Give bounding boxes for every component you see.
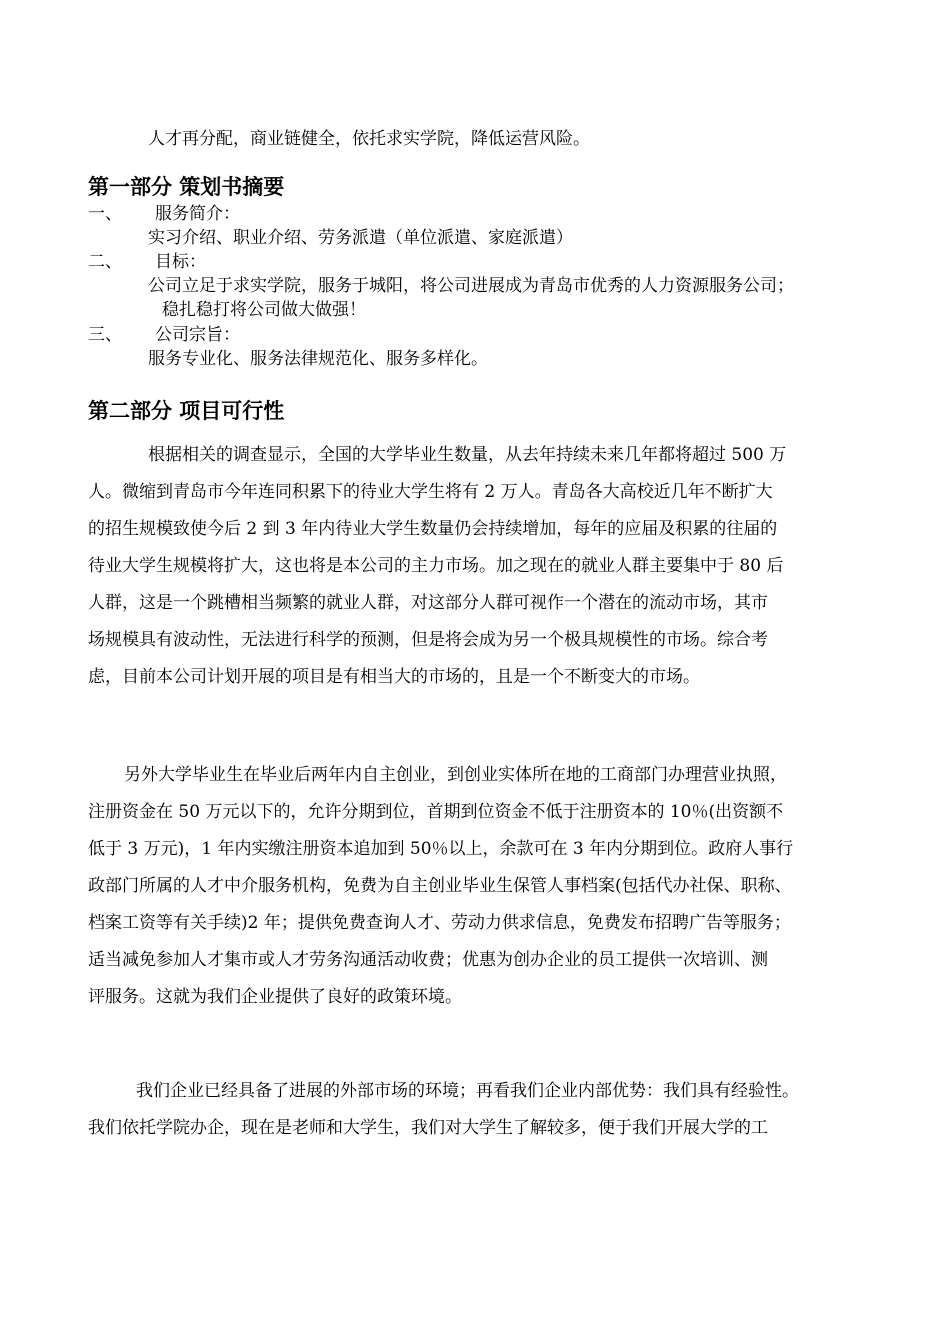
paragraph-line: 档案工资等有关手续)2 年；提供免费查询人才、劳动力供求信息，免费发布招聘广告等服务；	[88, 913, 791, 933]
part1-heading: 第一部分 策划书摘要	[88, 175, 285, 199]
feasibility-paragraph-3	[88, 1073, 878, 1147]
item3-number: 三、	[88, 325, 122, 345]
paragraph-line: 人群，这是一个跳槽相当频繁的就业人群，对这部分人群可视作一个潜在的流动市场，其市	[88, 593, 768, 613]
paragraph-line: 场规模具有波动性，无法进行科学的预测，但是将会成为另一个极具规模性的市场。综合考	[88, 630, 768, 650]
paragraph-line: 我们企业已经具备了进展的外部市场的环境；再看我们企业内部优势：我们具有经验性。	[136, 1081, 799, 1101]
feasibility-paragraph-1	[88, 437, 878, 696]
paragraph-line: 低于 3 万元)，1 年内实缴注册资本追加到 50％以上，余款可在 3 年内分期到位。政府人事行	[88, 839, 794, 859]
item3-text: 服务专业化、服务法律规范化、服务多样化。	[148, 349, 488, 369]
paragraph-line: 另外大学毕业生在毕业后两年内自主创业，到创业实体所在地的工商部门办理营业执照，	[124, 765, 787, 785]
paragraph-line: 我们依托学院办企，现在是老师和大学生，我们对大学生了解较多，便于我们开展大学的工	[88, 1118, 768, 1138]
paragraph-line: 待业大学生规模将扩大，这也将是本公司的主力市场。加之现在的就业人群主要集中于 80 后	[88, 556, 784, 576]
paragraph-line: 虑，目前本公司计划开展的项目是有相当大的市场的，且是一个不断变大的市场。	[88, 667, 700, 687]
paragraph-line: 的招生规模致使今后 2 到 3 年内待业大学生数量仍会持续增加，每年的应届及积累的往届的	[88, 519, 778, 539]
item1-text: 实习介绍、职业介绍、劳务派遣（单位派遣、家庭派遣）	[148, 228, 573, 248]
paragraph-line: 适当减免参加人才集市或人才劳务沟通活动收费；优惠为创办企业的员工提供一次培训、测	[88, 950, 768, 970]
paragraph-line: 人。微缩到青岛市今年连同积累下的待业大学生将有 2 万人。青岛各大高校近几年不断扩大	[88, 482, 773, 502]
item2-text-2: 稳扎稳打将公司做大做强！	[162, 300, 366, 320]
item2-number: 二、	[88, 252, 122, 272]
paragraph-line: 政部门所属的人才中介服务机构，免费为自主创业毕业生保管人事档案(包括代办社保、职称、	[88, 876, 792, 896]
paragraph-line: 注册资金在 50 万元以下的，允许分期到位，首期到位资金不低于注册资本的 10％(出资额不	[88, 802, 784, 822]
item2-label: 目标：	[155, 252, 206, 272]
intro-line: 人才再分配，商业链健全，依托求实学院，降低运营风险。	[148, 129, 590, 149]
item3-label: 公司宗旨：	[155, 325, 240, 345]
paragraph-line: 评服务。这就为我们企业提供了良好的政策环境。	[88, 987, 462, 1007]
feasibility-paragraph-2	[88, 757, 878, 1016]
item1-number: 一、	[88, 204, 122, 224]
item1-label: 服务简介：	[155, 204, 240, 224]
item2-text-1: 公司立足于求实学院，服务于城阳，将公司进展成为青岛市优秀的人力资源服务公司；	[148, 276, 794, 296]
paragraph-line: 根据相关的调查显示，全国的大学毕业生数量，从去年持续未来几年都将超过 500 万	[148, 445, 787, 465]
part2-heading: 第二部分 项目可行性	[88, 399, 285, 423]
